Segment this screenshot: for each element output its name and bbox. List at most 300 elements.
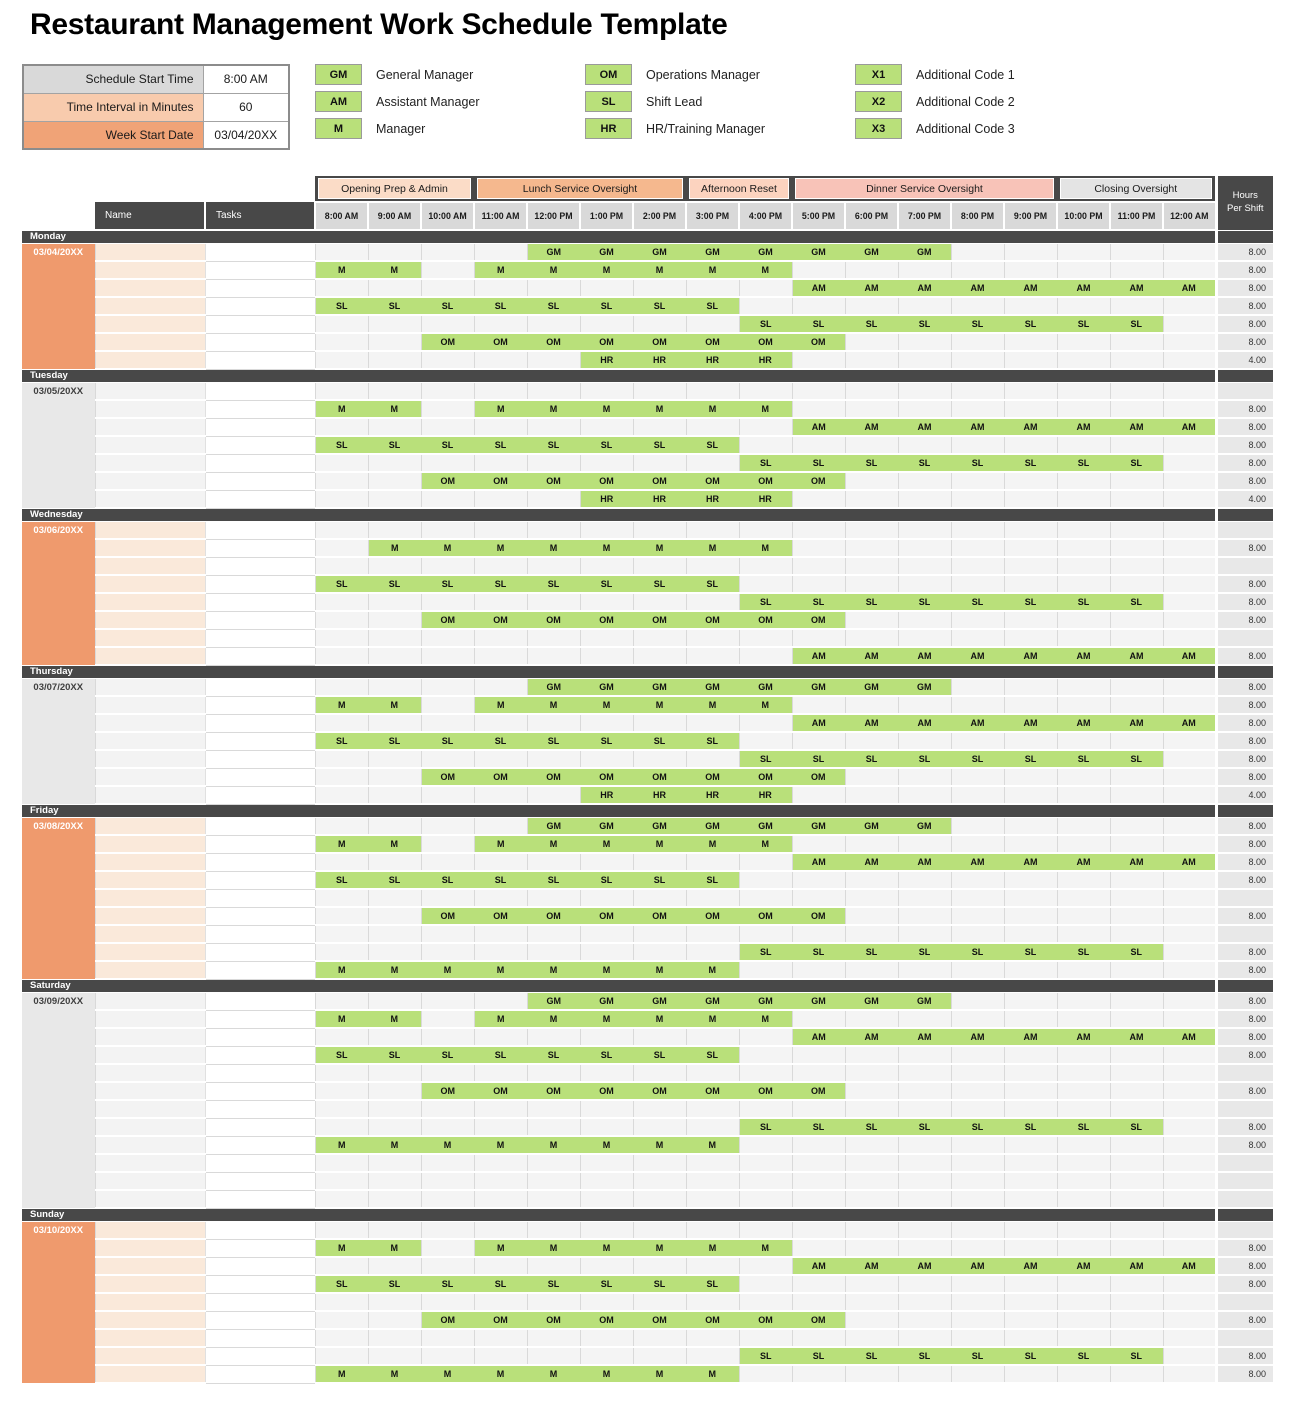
schedule-cell[interactable] — [845, 490, 898, 508]
hours-cell[interactable]: 8.00 — [1216, 1347, 1273, 1365]
schedule-cell[interactable] — [898, 1082, 951, 1100]
schedule-cell[interactable] — [686, 750, 739, 768]
schedule-cell[interactable] — [368, 1257, 421, 1275]
shift-code-cell[interactable]: AM — [1004, 279, 1057, 297]
hours-cell[interactable] — [1216, 1154, 1273, 1172]
schedule-cell[interactable] — [1110, 1275, 1163, 1293]
name-cell[interactable] — [95, 907, 205, 925]
task-cell[interactable] — [205, 943, 315, 961]
shift-code-cell[interactable]: AM — [845, 279, 898, 297]
schedule-cell[interactable] — [474, 647, 527, 665]
shift-code-cell[interactable]: SL — [898, 1347, 951, 1365]
shift-code-cell[interactable]: SL — [580, 297, 633, 315]
shift-code-cell[interactable]: M — [686, 539, 739, 557]
schedule-cell[interactable] — [845, 557, 898, 575]
schedule-cell[interactable] — [739, 1028, 792, 1046]
schedule-cell[interactable] — [845, 333, 898, 351]
schedule-cell[interactable] — [315, 943, 368, 961]
name-cell[interactable] — [95, 889, 205, 907]
schedule-cell[interactable] — [739, 1257, 792, 1275]
name-cell[interactable] — [95, 418, 205, 436]
schedule-cell[interactable] — [1110, 678, 1163, 696]
shift-code-cell[interactable]: HR — [580, 351, 633, 369]
shift-code-cell[interactable]: M — [580, 1239, 633, 1257]
name-cell[interactable] — [95, 1046, 205, 1064]
schedule-cell[interactable] — [1057, 1190, 1110, 1208]
schedule-cell[interactable] — [1057, 1239, 1110, 1257]
shift-code-cell[interactable]: OM — [739, 333, 792, 351]
schedule-cell[interactable] — [474, 1028, 527, 1046]
shift-code-cell[interactable]: GM — [686, 817, 739, 835]
schedule-cell[interactable] — [421, 835, 474, 853]
shift-code-cell[interactable]: SL — [527, 297, 580, 315]
schedule-cell[interactable] — [368, 1154, 421, 1172]
hours-cell[interactable] — [1216, 1100, 1273, 1118]
schedule-cell[interactable] — [792, 1172, 845, 1190]
schedule-cell[interactable] — [474, 490, 527, 508]
shift-code-cell[interactable]: M — [421, 539, 474, 557]
shift-code-cell[interactable]: SL — [898, 943, 951, 961]
hours-cell[interactable]: 8.00 — [1216, 333, 1273, 351]
shift-code-cell[interactable]: GM — [739, 243, 792, 261]
name-cell[interactable] — [95, 786, 205, 804]
schedule-cell[interactable] — [898, 1275, 951, 1293]
shift-code-cell[interactable]: AM — [792, 279, 845, 297]
schedule-cell[interactable] — [1057, 817, 1110, 835]
shift-code-cell[interactable]: GM — [527, 243, 580, 261]
shift-code-cell[interactable]: SL — [792, 315, 845, 333]
schedule-cell[interactable] — [315, 490, 368, 508]
shift-code-cell[interactable]: AM — [1163, 1257, 1216, 1275]
schedule-cell[interactable] — [686, 1329, 739, 1347]
shift-code-cell[interactable]: SL — [739, 454, 792, 472]
schedule-cell[interactable] — [1163, 1221, 1216, 1239]
shift-code-cell[interactable]: HR — [633, 351, 686, 369]
name-cell[interactable] — [95, 1347, 205, 1365]
shift-code-cell[interactable]: OM — [739, 1082, 792, 1100]
schedule-cell[interactable] — [739, 279, 792, 297]
shift-code-cell[interactable]: HR — [686, 490, 739, 508]
shift-code-cell[interactable]: M — [368, 539, 421, 557]
name-cell[interactable] — [95, 1136, 205, 1154]
shift-code-cell[interactable]: M — [633, 696, 686, 714]
schedule-cell[interactable] — [474, 418, 527, 436]
shift-code-cell[interactable]: GM — [686, 678, 739, 696]
schedule-cell[interactable] — [1110, 1365, 1163, 1383]
schedule-cell[interactable] — [580, 1329, 633, 1347]
shift-code-cell[interactable]: OM — [633, 768, 686, 786]
schedule-cell[interactable] — [1110, 1311, 1163, 1329]
schedule-cell[interactable] — [898, 1100, 951, 1118]
schedule-cell[interactable] — [951, 732, 1004, 750]
schedule-cell[interactable] — [898, 889, 951, 907]
schedule-cell[interactable] — [1057, 333, 1110, 351]
schedule-cell[interactable] — [315, 243, 368, 261]
schedule-cell[interactable] — [1057, 1010, 1110, 1028]
name-cell[interactable] — [95, 611, 205, 629]
shift-code-cell[interactable]: GM — [633, 243, 686, 261]
schedule-cell[interactable] — [1110, 1172, 1163, 1190]
shift-code-cell[interactable]: M — [368, 400, 421, 418]
schedule-cell[interactable] — [792, 1010, 845, 1028]
shift-code-cell[interactable]: OM — [686, 1311, 739, 1329]
schedule-cell[interactable] — [792, 835, 845, 853]
schedule-cell[interactable] — [1004, 1064, 1057, 1082]
schedule-cell[interactable] — [527, 1293, 580, 1311]
schedule-cell[interactable] — [1163, 1275, 1216, 1293]
schedule-cell[interactable] — [421, 1347, 474, 1365]
schedule-cell[interactable] — [1004, 907, 1057, 925]
shift-code-cell[interactable]: SL — [686, 1046, 739, 1064]
schedule-cell[interactable] — [898, 835, 951, 853]
shift-code-cell[interactable]: M — [739, 1010, 792, 1028]
shift-code-cell[interactable]: OM — [421, 472, 474, 490]
name-cell[interactable] — [95, 853, 205, 871]
setting-value[interactable]: 03/04/20XX — [203, 121, 289, 149]
shift-code-cell[interactable]: SL — [315, 871, 368, 889]
shift-code-cell[interactable]: M — [527, 835, 580, 853]
schedule-cell[interactable] — [951, 1329, 1004, 1347]
schedule-cell[interactable] — [1004, 243, 1057, 261]
schedule-cell[interactable] — [527, 714, 580, 732]
schedule-cell[interactable] — [368, 333, 421, 351]
schedule-cell[interactable] — [845, 1221, 898, 1239]
schedule-cell[interactable] — [633, 382, 686, 400]
schedule-cell[interactable] — [527, 418, 580, 436]
hours-cell[interactable]: 8.00 — [1216, 472, 1273, 490]
schedule-cell[interactable] — [951, 696, 1004, 714]
schedule-cell[interactable] — [368, 1347, 421, 1365]
schedule-cell[interactable] — [1110, 557, 1163, 575]
schedule-cell[interactable] — [951, 925, 1004, 943]
schedule-cell[interactable] — [474, 1064, 527, 1082]
schedule-cell[interactable] — [686, 1118, 739, 1136]
schedule-cell[interactable] — [739, 1329, 792, 1347]
name-cell[interactable] — [95, 454, 205, 472]
schedule-cell[interactable] — [580, 1347, 633, 1365]
schedule-cell[interactable] — [421, 593, 474, 611]
schedule-cell[interactable] — [368, 992, 421, 1010]
shift-code-cell[interactable]: SL — [1057, 593, 1110, 611]
schedule-cell[interactable] — [580, 889, 633, 907]
schedule-cell[interactable] — [1004, 871, 1057, 889]
schedule-cell[interactable] — [845, 539, 898, 557]
shift-code-cell[interactable]: SL — [686, 1275, 739, 1293]
task-cell[interactable] — [205, 871, 315, 889]
schedule-cell[interactable] — [315, 1329, 368, 1347]
schedule-cell[interactable] — [527, 925, 580, 943]
schedule-cell[interactable] — [1163, 943, 1216, 961]
schedule-cell[interactable] — [1110, 1239, 1163, 1257]
shift-code-cell[interactable]: M — [739, 1239, 792, 1257]
schedule-cell[interactable] — [1163, 315, 1216, 333]
schedule-cell[interactable] — [1057, 961, 1110, 979]
schedule-cell[interactable] — [1163, 593, 1216, 611]
schedule-cell[interactable] — [898, 1365, 951, 1383]
shift-code-cell[interactable]: M — [474, 1365, 527, 1383]
schedule-cell[interactable] — [368, 557, 421, 575]
shift-code-cell[interactable]: M — [527, 261, 580, 279]
shift-code-cell[interactable]: M — [315, 1365, 368, 1383]
schedule-cell[interactable] — [792, 436, 845, 454]
schedule-cell[interactable] — [792, 1100, 845, 1118]
shift-code-cell[interactable]: SL — [421, 1046, 474, 1064]
schedule-cell[interactable] — [792, 925, 845, 943]
shift-code-cell[interactable]: M — [580, 961, 633, 979]
schedule-cell[interactable] — [1163, 611, 1216, 629]
schedule-cell[interactable] — [1163, 400, 1216, 418]
shift-code-cell[interactable]: SL — [580, 871, 633, 889]
shift-code-cell[interactable]: AM — [951, 647, 1004, 665]
shift-code-cell[interactable]: GM — [633, 992, 686, 1010]
schedule-cell[interactable] — [1110, 539, 1163, 557]
shift-code-cell[interactable]: AM — [1163, 279, 1216, 297]
schedule-cell[interactable] — [474, 243, 527, 261]
schedule-cell[interactable] — [1004, 261, 1057, 279]
schedule-cell[interactable] — [421, 418, 474, 436]
hours-cell[interactable]: 8.00 — [1216, 1046, 1273, 1064]
schedule-cell[interactable] — [633, 629, 686, 647]
schedule-cell[interactable] — [421, 696, 474, 714]
schedule-cell[interactable] — [898, 490, 951, 508]
task-cell[interactable] — [205, 1118, 315, 1136]
shift-code-cell[interactable]: SL — [368, 1275, 421, 1293]
schedule-cell[interactable] — [898, 557, 951, 575]
shift-code-cell[interactable]: SL — [474, 436, 527, 454]
schedule-cell[interactable] — [1004, 490, 1057, 508]
shift-code-cell[interactable]: AM — [1110, 1257, 1163, 1275]
shift-code-cell[interactable]: OM — [739, 768, 792, 786]
schedule-cell[interactable] — [1004, 696, 1057, 714]
task-cell[interactable] — [205, 1329, 315, 1347]
task-cell[interactable] — [205, 1064, 315, 1082]
shift-code-cell[interactable]: M — [686, 1239, 739, 1257]
shift-code-cell[interactable]: GM — [792, 992, 845, 1010]
shift-code-cell[interactable]: M — [739, 696, 792, 714]
shift-code-cell[interactable]: AM — [1110, 1028, 1163, 1046]
schedule-cell[interactable] — [368, 1064, 421, 1082]
schedule-cell[interactable] — [1110, 1221, 1163, 1239]
schedule-cell[interactable] — [527, 1172, 580, 1190]
shift-code-cell[interactable]: HR — [739, 786, 792, 804]
shift-code-cell[interactable]: SL — [1004, 315, 1057, 333]
hours-cell[interactable]: 4.00 — [1216, 786, 1273, 804]
schedule-cell[interactable] — [898, 629, 951, 647]
shift-code-cell[interactable]: SL — [951, 750, 1004, 768]
schedule-cell[interactable] — [421, 1064, 474, 1082]
shift-code-cell[interactable]: SL — [1004, 454, 1057, 472]
shift-code-cell[interactable]: SL — [368, 1046, 421, 1064]
shift-code-cell[interactable]: OM — [474, 1311, 527, 1329]
shift-code-cell[interactable]: M — [633, 1365, 686, 1383]
shift-code-cell[interactable]: M — [315, 696, 368, 714]
schedule-cell[interactable] — [1004, 1293, 1057, 1311]
schedule-cell[interactable] — [580, 418, 633, 436]
schedule-cell[interactable] — [1004, 382, 1057, 400]
schedule-cell[interactable] — [792, 261, 845, 279]
name-cell[interactable] — [95, 1064, 205, 1082]
schedule-cell[interactable] — [1057, 261, 1110, 279]
task-cell[interactable] — [205, 961, 315, 979]
shift-code-cell[interactable]: SL — [1057, 454, 1110, 472]
schedule-cell[interactable] — [951, 297, 1004, 315]
shift-code-cell[interactable]: AM — [1004, 647, 1057, 665]
shift-code-cell[interactable]: SL — [1004, 750, 1057, 768]
schedule-cell[interactable] — [1163, 1046, 1216, 1064]
schedule-cell[interactable] — [421, 279, 474, 297]
schedule-cell[interactable] — [845, 768, 898, 786]
shift-code-cell[interactable]: SL — [421, 575, 474, 593]
shift-code-cell[interactable]: GM — [686, 243, 739, 261]
schedule-cell[interactable] — [1057, 539, 1110, 557]
schedule-cell[interactable] — [686, 1154, 739, 1172]
shift-code-cell[interactable]: SL — [527, 732, 580, 750]
schedule-cell[interactable] — [527, 889, 580, 907]
shift-code-cell[interactable]: SL — [474, 732, 527, 750]
schedule-cell[interactable] — [792, 1221, 845, 1239]
task-cell[interactable] — [205, 261, 315, 279]
shift-code-cell[interactable]: SL — [580, 1046, 633, 1064]
shift-code-cell[interactable]: AM — [1057, 279, 1110, 297]
shift-code-cell[interactable]: M — [633, 835, 686, 853]
schedule-cell[interactable] — [686, 714, 739, 732]
shift-code-cell[interactable]: AM — [951, 714, 1004, 732]
shift-code-cell[interactable]: M — [368, 1010, 421, 1028]
shift-code-cell[interactable]: SL — [1110, 1347, 1163, 1365]
schedule-cell[interactable] — [686, 853, 739, 871]
schedule-cell[interactable] — [368, 351, 421, 369]
schedule-cell[interactable] — [739, 714, 792, 732]
schedule-cell[interactable] — [527, 557, 580, 575]
schedule-cell[interactable] — [1163, 490, 1216, 508]
schedule-cell[interactable] — [1163, 907, 1216, 925]
shift-code-cell[interactable]: GM — [845, 678, 898, 696]
shift-code-cell[interactable]: AM — [898, 853, 951, 871]
shift-code-cell[interactable]: SL — [739, 750, 792, 768]
name-cell[interactable] — [95, 400, 205, 418]
schedule-cell[interactable] — [633, 853, 686, 871]
schedule-cell[interactable] — [421, 853, 474, 871]
schedule-cell[interactable] — [368, 1082, 421, 1100]
shift-code-cell[interactable]: AM — [1004, 1028, 1057, 1046]
schedule-cell[interactable] — [1110, 1154, 1163, 1172]
task-cell[interactable] — [205, 1293, 315, 1311]
schedule-cell[interactable] — [368, 279, 421, 297]
schedule-cell[interactable] — [739, 418, 792, 436]
task-cell[interactable] — [205, 454, 315, 472]
shift-code-cell[interactable]: SL — [421, 732, 474, 750]
schedule-cell[interactable] — [527, 1190, 580, 1208]
shift-code-cell[interactable]: M — [527, 961, 580, 979]
schedule-cell[interactable] — [633, 943, 686, 961]
shift-code-cell[interactable]: HR — [686, 351, 739, 369]
schedule-cell[interactable] — [686, 1100, 739, 1118]
schedule-cell[interactable] — [421, 382, 474, 400]
shift-code-cell[interactable]: GM — [739, 678, 792, 696]
shift-code-cell[interactable]: SL — [368, 871, 421, 889]
task-cell[interactable] — [205, 817, 315, 835]
schedule-cell[interactable] — [1110, 835, 1163, 853]
shift-code-cell[interactable]: M — [686, 696, 739, 714]
schedule-cell[interactable] — [1057, 1064, 1110, 1082]
schedule-cell[interactable] — [580, 557, 633, 575]
schedule-cell[interactable] — [527, 1221, 580, 1239]
schedule-cell[interactable] — [421, 925, 474, 943]
schedule-cell[interactable] — [792, 732, 845, 750]
shift-code-cell[interactable]: SL — [527, 1275, 580, 1293]
hours-cell[interactable]: 8.00 — [1216, 750, 1273, 768]
schedule-cell[interactable] — [1057, 1046, 1110, 1064]
task-cell[interactable] — [205, 400, 315, 418]
schedule-cell[interactable] — [474, 1172, 527, 1190]
shift-code-cell[interactable]: M — [474, 261, 527, 279]
shift-code-cell[interactable]: SL — [739, 1118, 792, 1136]
hours-cell[interactable] — [1216, 1190, 1273, 1208]
shift-code-cell[interactable]: HR — [580, 786, 633, 804]
schedule-cell[interactable] — [951, 333, 1004, 351]
schedule-cell[interactable] — [898, 1136, 951, 1154]
schedule-cell[interactable] — [421, 351, 474, 369]
task-cell[interactable] — [205, 907, 315, 925]
shift-code-cell[interactable]: M — [421, 1365, 474, 1383]
schedule-cell[interactable] — [951, 1010, 1004, 1028]
schedule-cell[interactable] — [1110, 1136, 1163, 1154]
shift-code-cell[interactable]: M — [633, 1239, 686, 1257]
shift-code-cell[interactable]: SL — [421, 297, 474, 315]
schedule-cell[interactable] — [474, 1221, 527, 1239]
schedule-cell[interactable] — [1163, 889, 1216, 907]
schedule-cell[interactable] — [421, 243, 474, 261]
schedule-cell[interactable] — [898, 1293, 951, 1311]
shift-code-cell[interactable]: SL — [686, 732, 739, 750]
schedule-cell[interactable] — [1004, 1100, 1057, 1118]
schedule-cell[interactable] — [1004, 297, 1057, 315]
task-cell[interactable] — [205, 1239, 315, 1257]
hours-cell[interactable]: 4.00 — [1216, 351, 1273, 369]
name-cell[interactable] — [95, 871, 205, 889]
shift-code-cell[interactable]: SL — [368, 732, 421, 750]
shift-code-cell[interactable]: OM — [474, 333, 527, 351]
schedule-cell[interactable] — [1004, 1172, 1057, 1190]
schedule-cell[interactable] — [1057, 786, 1110, 804]
schedule-cell[interactable] — [1057, 1082, 1110, 1100]
shift-code-cell[interactable]: AM — [1057, 714, 1110, 732]
task-cell[interactable] — [205, 1100, 315, 1118]
schedule-cell[interactable] — [898, 1172, 951, 1190]
schedule-cell[interactable] — [898, 297, 951, 315]
shift-code-cell[interactable]: AM — [951, 279, 1004, 297]
schedule-cell[interactable] — [580, 1100, 633, 1118]
schedule-cell[interactable] — [951, 1190, 1004, 1208]
schedule-cell[interactable] — [792, 696, 845, 714]
schedule-cell[interactable] — [1004, 961, 1057, 979]
schedule-cell[interactable] — [1110, 629, 1163, 647]
shift-code-cell[interactable]: M — [633, 1010, 686, 1028]
schedule-cell[interactable] — [686, 279, 739, 297]
hours-cell[interactable]: 8.00 — [1216, 539, 1273, 557]
shift-code-cell[interactable]: OM — [527, 1082, 580, 1100]
schedule-cell[interactable] — [845, 1064, 898, 1082]
schedule-cell[interactable] — [315, 539, 368, 557]
hours-cell[interactable]: 8.00 — [1216, 454, 1273, 472]
schedule-cell[interactable] — [1004, 786, 1057, 804]
schedule-cell[interactable] — [1163, 696, 1216, 714]
schedule-cell[interactable] — [845, 1365, 898, 1383]
schedule-cell[interactable] — [792, 1046, 845, 1064]
schedule-cell[interactable] — [898, 907, 951, 925]
schedule-cell[interactable] — [739, 1275, 792, 1293]
shift-code-cell[interactable]: GM — [580, 678, 633, 696]
